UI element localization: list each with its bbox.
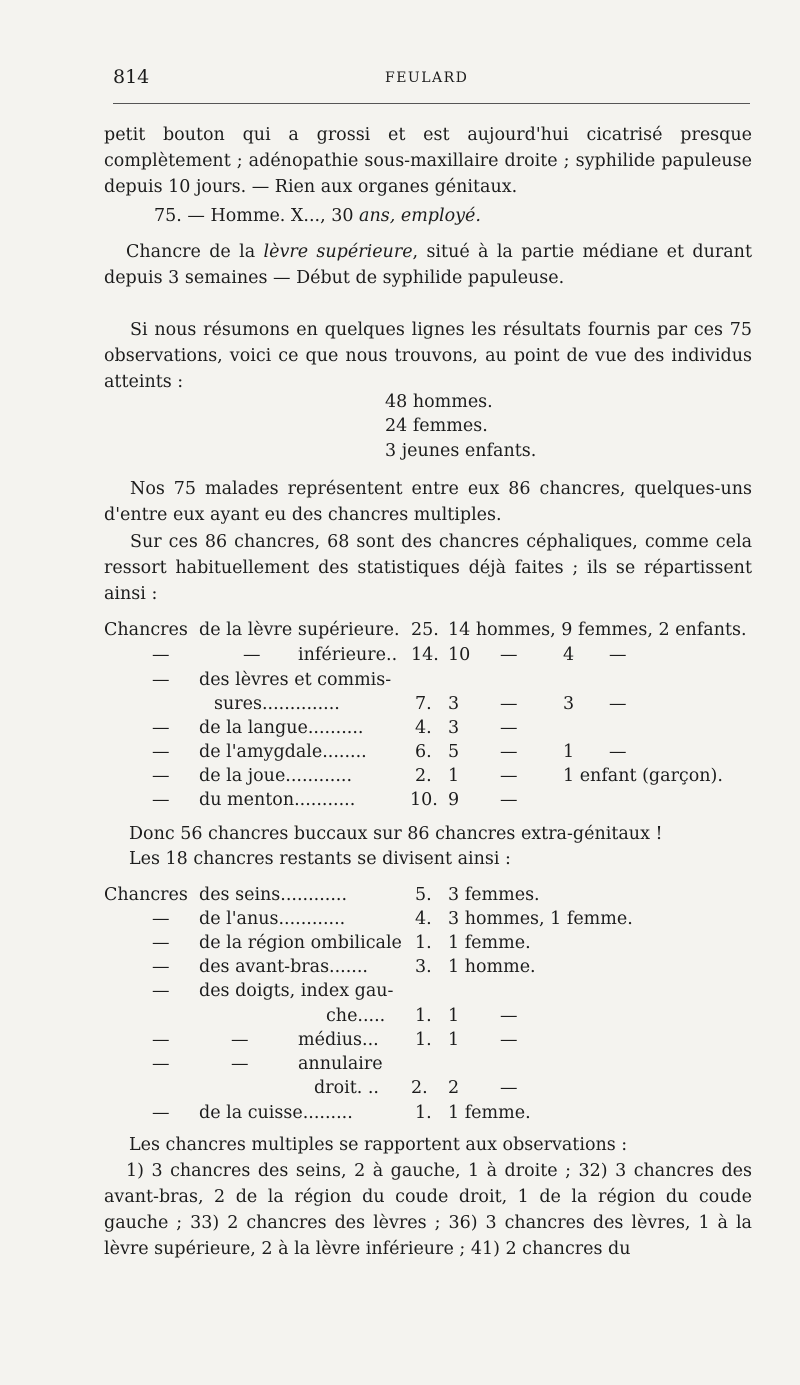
table-row-c2: des avant-bras....... [199, 957, 368, 977]
table-row-c1: — [152, 670, 170, 690]
header-rule [113, 103, 750, 104]
table-row-c2: de la langue.......... [199, 718, 364, 738]
table-row-c1: — [152, 718, 170, 738]
table-row-c1: — [152, 957, 170, 977]
table-row-c1: — [152, 1054, 170, 1074]
observation-75-heading-text: 75. — Homme. X..., 30 [154, 206, 360, 226]
table-row-n: 7. [415, 694, 432, 714]
table-row-c2: de la lèvre supérieure. [199, 620, 400, 640]
paragraph-6: Donc 56 chancres buccaux sur 86 chancres extra-génitaux ! [129, 824, 663, 844]
paragraph-1: petit bouton qui a grossi et est aujourd'hui cicatrisé presque complètement ; adénopathie sous-maxillaire droite ; syphilide papuleuse depuis 10 jours. — Rien aux organes génitaux. [104, 125, 752, 197]
table-row-d1: 5 [448, 742, 460, 762]
paragraph-8: Les chancres multiples se rapportent aux observations : [129, 1135, 628, 1155]
table-row-n: 4. [415, 909, 432, 929]
table-row-n: 5. [415, 885, 432, 905]
table-row-d1: 3 [448, 694, 460, 714]
table-row-c2: des lèvres et commis- [199, 670, 392, 690]
table-row-d2: — [500, 766, 518, 786]
table-row-d2: — [500, 694, 518, 714]
table-row-n: 4. [415, 718, 432, 738]
paragraph-2-c: , situé à la partie médiane et durant depuis 3 semaines — Début de syphilide papuleuse. [104, 242, 752, 288]
table-row-c1: — [152, 981, 170, 1001]
table-row-d2: — [500, 645, 518, 665]
page-number: 814 [113, 66, 150, 88]
table-row-d: 14 hommes, 9 femmes, 2 enfants. [448, 620, 747, 640]
table-row-n: 1. [415, 1006, 432, 1026]
summary-women: 24 femmes. [385, 416, 488, 436]
table-row-n: 2. [411, 1078, 428, 1098]
table-row-c1b: — [243, 645, 261, 665]
table-row-d3: 3 [563, 694, 575, 714]
table-row-d1: 3 [448, 718, 460, 738]
table-row-c2: médius... [298, 1030, 379, 1050]
paragraph-9: 1) 3 chancres des seins, 2 à gauche, 1 à droite ; 32) 3 chancres des avant-bras, 2 de la région du coude droit, 1 de la région du coude gauche ; 33) 2 chancres des lèvres ; 36) 3 chancres des lèvres, 1 à la lèvre supérieure, 2 à la lèvre inférieure ; 41) 2 chancres du [104, 1161, 752, 1259]
table-row-n: 1. [415, 933, 432, 953]
table-row-d3: 4 [563, 645, 575, 665]
table-row-d2: — [500, 790, 518, 810]
table-row-d1: 10 [448, 645, 471, 665]
table-row-c2: de l'anus............ [199, 909, 346, 929]
table-row-c2: du menton........... [199, 790, 356, 810]
table-row-d2: — [500, 718, 518, 738]
table-row-d1: 1 [448, 766, 460, 786]
observation-75-heading-italic: ans, employé. [359, 206, 481, 226]
table-row-n: 10. [410, 790, 438, 810]
table-row-c2: annulaire [298, 1054, 383, 1074]
table-row-c2: des seins............ [199, 885, 348, 905]
table-row-n: 3. [415, 957, 432, 977]
table-row-c1: — [152, 1030, 170, 1050]
table-row-d: 3 femmes. [448, 885, 540, 905]
paragraph-2-a: Chancre de la [126, 242, 264, 262]
table-row-d: 1 femme. [448, 1103, 531, 1123]
table-row-n: 14. [411, 645, 439, 665]
paragraph-2 [104, 239, 752, 291]
table-row-d: 1 homme. [448, 957, 536, 977]
paragraph-5: Sur ces 86 chancres, 68 sont des chancres céphaliques, comme cela ressort habituellement des statistiques déjà faites ; ils se répartissent ainsi : [104, 532, 752, 604]
table-row-d: 1 femme. [448, 933, 531, 953]
table-row-d2: — [500, 1006, 518, 1026]
table-row-n: 6. [415, 742, 432, 762]
table-row-c2: de l'amygdale........ [199, 742, 367, 762]
table-row-d3: 1 enfant (garçon). [563, 766, 723, 786]
table-row-c2: de la région ombilicale [199, 933, 402, 953]
paragraph-2-italic: lèvre supérieure [263, 242, 413, 262]
table-row-d4: — [609, 694, 627, 714]
table-row-c1: — [152, 742, 170, 762]
table-row-c2: sures.............. [214, 694, 340, 714]
table-row-d2: — [500, 1078, 518, 1098]
summary-children: 3 jeunes enfants. [385, 441, 537, 461]
table-row-d1: 1 [448, 1006, 460, 1026]
table-row-c1: — [152, 1103, 170, 1123]
table-row-d1: 1 [448, 1030, 460, 1050]
table-row-n: 25. [411, 620, 439, 640]
table-row-n: 1. [415, 1103, 432, 1123]
table-row-c2: inférieure.. [298, 645, 398, 665]
table-row-d2: — [500, 742, 518, 762]
observation-75-heading [154, 206, 481, 226]
table-row-c2: de la cuisse......... [199, 1103, 353, 1123]
table-row-n: 1. [415, 1030, 432, 1050]
table-row-c1: — [152, 909, 170, 929]
running-title: FEULARD [385, 70, 469, 86]
table-row-c1: Chancres [104, 885, 188, 905]
table-row-c2: droit. .. [314, 1078, 379, 1098]
table-row-d2: — [500, 1030, 518, 1050]
table-row-c2: che..... [326, 1006, 386, 1026]
table-row-n: 2. [415, 766, 432, 786]
table-row-c2: de la joue............ [199, 766, 353, 786]
table-row-c1: — [152, 790, 170, 810]
paragraph-4: Nos 75 malades représentent entre eux 86 chancres, quelques-uns d'entre eux ayant eu des chancres multiples. [104, 479, 752, 525]
table-row-d3: 1 [563, 742, 575, 762]
table-row-d4: — [609, 645, 627, 665]
table-row-c1: — [152, 933, 170, 953]
table-row-d4: — [609, 742, 627, 762]
paragraph-7: Les 18 chancres restants se divisent ainsi : [129, 849, 511, 869]
table-row-c2: des doigts, index gau- [199, 981, 394, 1001]
table-row-d: 3 hommes, 1 femme. [448, 909, 633, 929]
table-row-c1: Chancres [104, 620, 188, 640]
table-row-c1b: — [231, 1030, 249, 1050]
table-row-c1b: — [231, 1054, 249, 1074]
table-row-c1: — [152, 766, 170, 786]
table-row-d1: 9 [448, 790, 460, 810]
summary-men: 48 hommes. [385, 392, 493, 412]
table-row-d1: 2 [448, 1078, 460, 1098]
table-row-c1: — [152, 645, 170, 665]
paragraph-3: Si nous résumons en quelques lignes les résultats fournis par ces 75 observations, voici ce que nous trouvons, au point de vue des individus atteints : [104, 320, 752, 392]
